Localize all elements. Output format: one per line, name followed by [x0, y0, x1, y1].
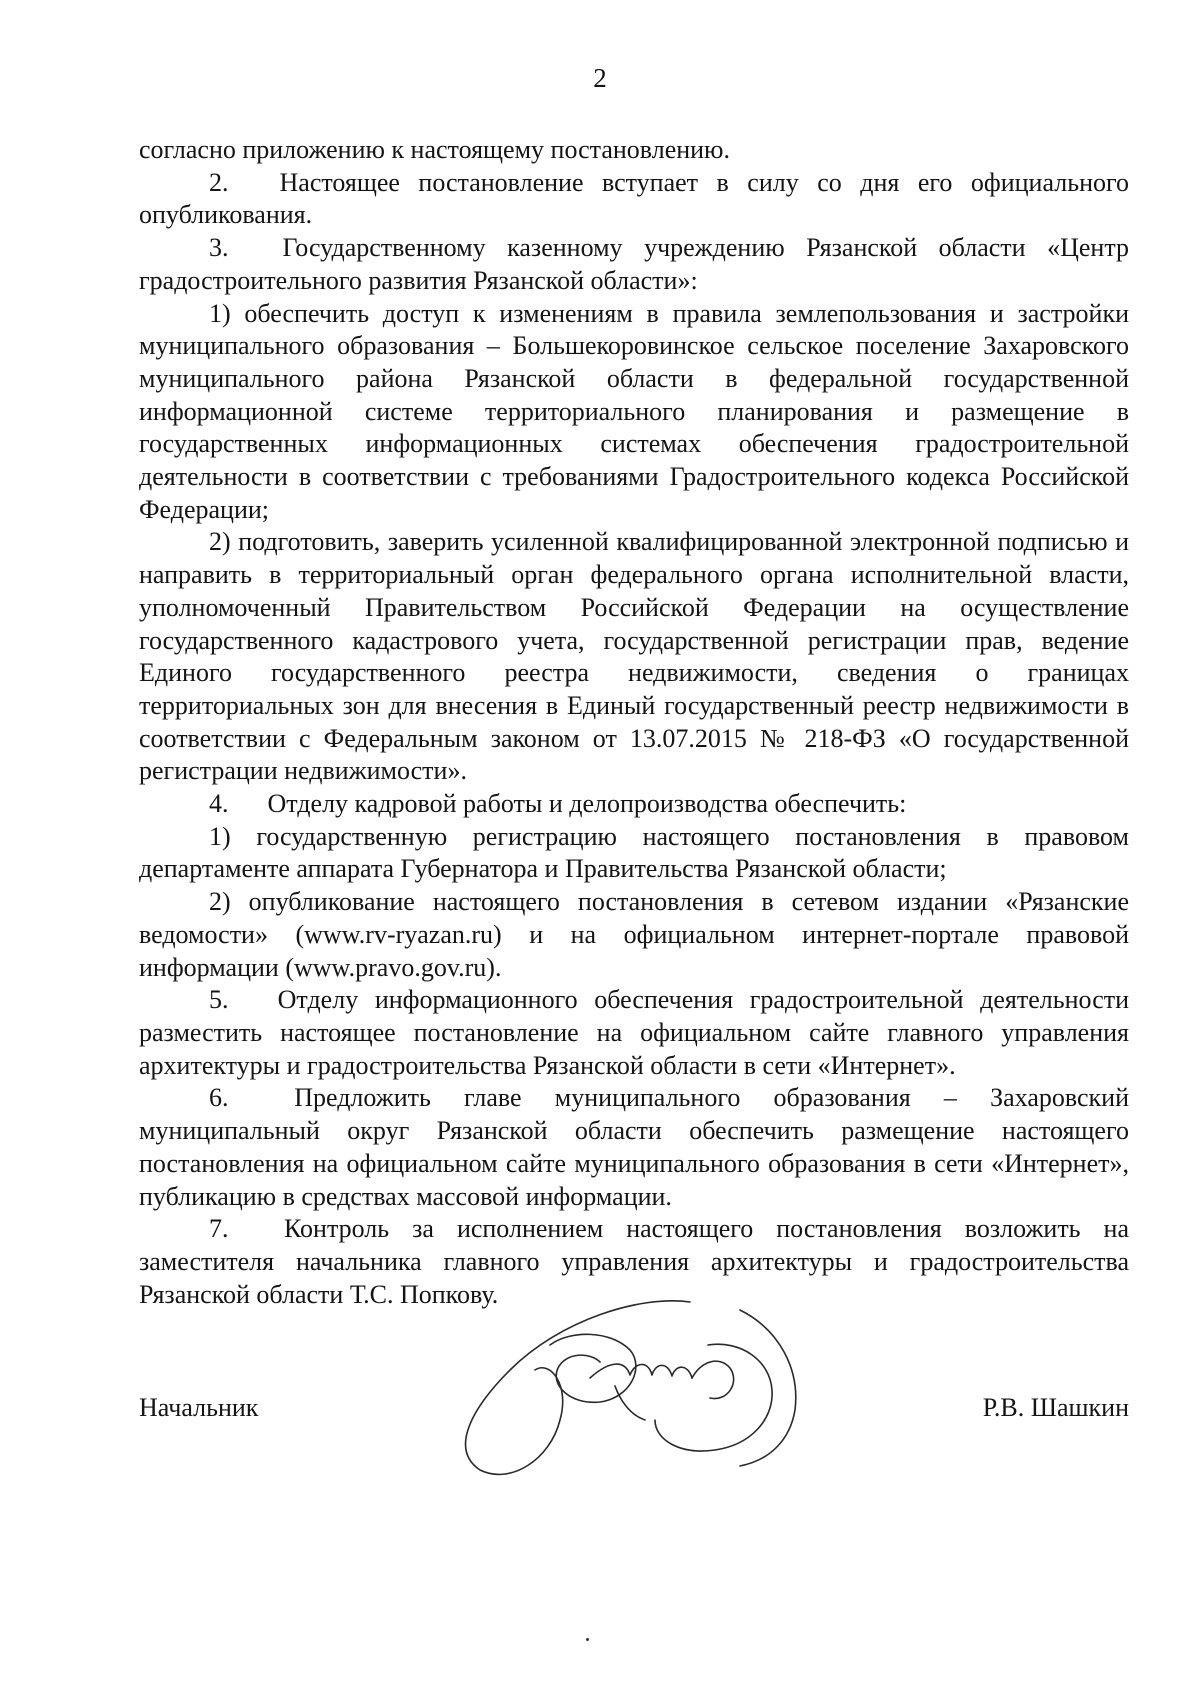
signatory-position: Начальник — [139, 1393, 259, 1422]
paragraph-item-5: 5. Отделу информационного обеспечения градостроительной деятельности разместить настоящее постановление на официальном сайте главного управления архитектуры и градостроительства Рязанской области в сети «Интернет». — [139, 985, 1130, 1080]
item-number: 7. — [209, 1214, 229, 1244]
scan-speck — [586, 1638, 589, 1641]
paragraph-item-4: 4. Отделу кадровой работы и делопроизводства обеспечить: — [139, 788, 1129, 821]
paragraph-item-7: 7. Контроль за исполнением настоящего постановления возложить на заместителя начальника главного управления архитектуры и градостроительства Рязанской области Т.С. Попкову. — [139, 1214, 1129, 1309]
item-number: 3. — [209, 233, 229, 263]
subparagraph-4-2: 2) опубликование настоящего постановления в сетевом издании «Рязанские ведомости» (www.rv-ryazan.ru) и на официальном интернет-портале правовой информации (www.pravo.gov.ru). — [139, 887, 1129, 982]
item-number: 4. — [209, 789, 229, 819]
subparagraph-3-1: 1) обеспечить доступ к изменениям в правила землепользования и застройки муниципального образования – Большекоровинское сельское поселение Захаровского муниципального района Рязанской области в федеральной государственной информационной системе территориального планирования и размещение в государственных информационных системах обеспечения градостроительной деятельности в соответствии с требованиями Градостроительного кодекса Российской Федерации; — [139, 298, 1129, 524]
item-number: 6. — [209, 1083, 229, 1113]
subparagraph-3-2: 2) подготовить, заверить усиленной квалифицированной электронной подписью и направить в территориальный орган федерального органа исполнительной власти, уполномоченный Правительством Российской Федерации на осуществление государственного кадастрового учета, государственной регистрации прав, ведение Единого государственного реестра недвижимости, сведения о границах территориальных зон для внесения в Единый государственный реестр недвижимости в соответствии с Федеральным законом от 13.07.2015 № 218-ФЗ «О государственной регистрации недвижимости». — [139, 527, 1129, 786]
subparagraph-4-1: 1) государственную регистрацию настоящего постановления в правовом департаменте аппарата Губернатора и Правительства Рязанской области; — [139, 821, 1129, 884]
signature-block — [139, 1392, 1129, 1432]
document-body — [139, 134, 1129, 1311]
page-number: 2 — [593, 63, 607, 93]
paragraph-continuation: согласно приложению к настоящему постановлению. — [139, 135, 730, 164]
paragraph-item-3: 3. Государственному казенному учреждению Рязанской области «Центр градостроительного развития Рязанской области»: — [139, 233, 1130, 295]
item-number: 5. — [209, 985, 229, 1015]
paragraph-item-6: 6. Предложить главе муниципального образования – Захаровский муниципальный округ Рязанской области обеспечить размещение настоящего постановления на официальном сайте муниципального образования в сети «Интернет», публикацию в средствах массовой информации. — [139, 1083, 1129, 1211]
handwritten-signature — [440, 1290, 880, 1490]
signatory-name: Р.В. Шашкин — [982, 1393, 1129, 1422]
paragraph-item-2: 2. Настоящее постановление вступает в силу со дня его официального опубликования. — [139, 167, 1130, 230]
item-number: 2. — [209, 167, 229, 197]
